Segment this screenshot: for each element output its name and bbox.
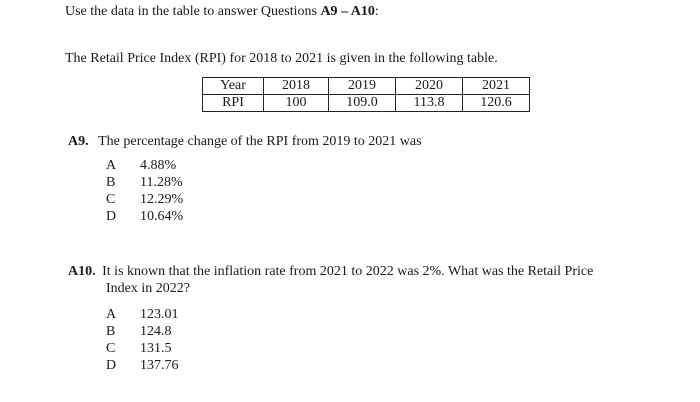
option-letter: D xyxy=(106,358,117,373)
option-text: 124.8 xyxy=(140,324,172,339)
question-a10 xyxy=(68,263,593,280)
instructions-prefix: Use the data in the table to answer Questions xyxy=(65,4,321,19)
question-a9 xyxy=(68,133,422,150)
option-letter: A xyxy=(106,307,117,322)
option-text: 131.5 xyxy=(140,341,172,356)
table-cell: 120.6 xyxy=(463,95,530,112)
table-header-cell: 2019 xyxy=(329,78,396,95)
table-intro: The Retail Price Index (RPI) for 2018 to 2021 is given in the following table. xyxy=(65,51,498,66)
table-cell: 109.0 xyxy=(329,95,396,112)
instructions-suffix: : xyxy=(374,4,379,19)
table-header-cell: 2020 xyxy=(396,78,463,95)
option-letter: C xyxy=(106,192,116,207)
table-cell: 113.8 xyxy=(396,95,463,112)
option-text: 12.29% xyxy=(140,192,184,207)
table-header-row xyxy=(203,78,530,95)
table-header-cell: Year xyxy=(203,78,264,95)
option-text: 10.64% xyxy=(140,209,184,224)
question-text-continued: Index in 2022? xyxy=(106,281,190,296)
option-letter: D xyxy=(106,209,117,224)
table-cell: RPI xyxy=(203,95,264,112)
question-text: The percentage change of the RPI from 2019 to 2021 was xyxy=(98,134,422,149)
option-text: 137.76 xyxy=(140,358,179,373)
rpi-table xyxy=(202,77,530,112)
table-cell: 100 xyxy=(264,95,329,112)
option-letter: B xyxy=(106,324,116,339)
option-letter: A xyxy=(106,158,117,173)
option-letter: C xyxy=(106,341,116,356)
instructions-line xyxy=(65,3,379,20)
option-text: 123.01 xyxy=(140,307,179,322)
question-text: It is known that the inflation rate from 2021 to 2022 was 2%. What was the Retail Price xyxy=(102,264,594,279)
table-row xyxy=(203,95,530,112)
option-letter: B xyxy=(106,175,116,190)
table-header-cell: 2021 xyxy=(463,78,530,95)
question-number: A10. xyxy=(68,264,96,279)
question-range: A9 – A10 xyxy=(320,4,375,19)
table-header-cell: 2018 xyxy=(264,78,329,95)
option-text: 4.88% xyxy=(140,158,177,173)
question-number: A9. xyxy=(68,134,89,149)
option-text: 11.28% xyxy=(140,175,183,190)
